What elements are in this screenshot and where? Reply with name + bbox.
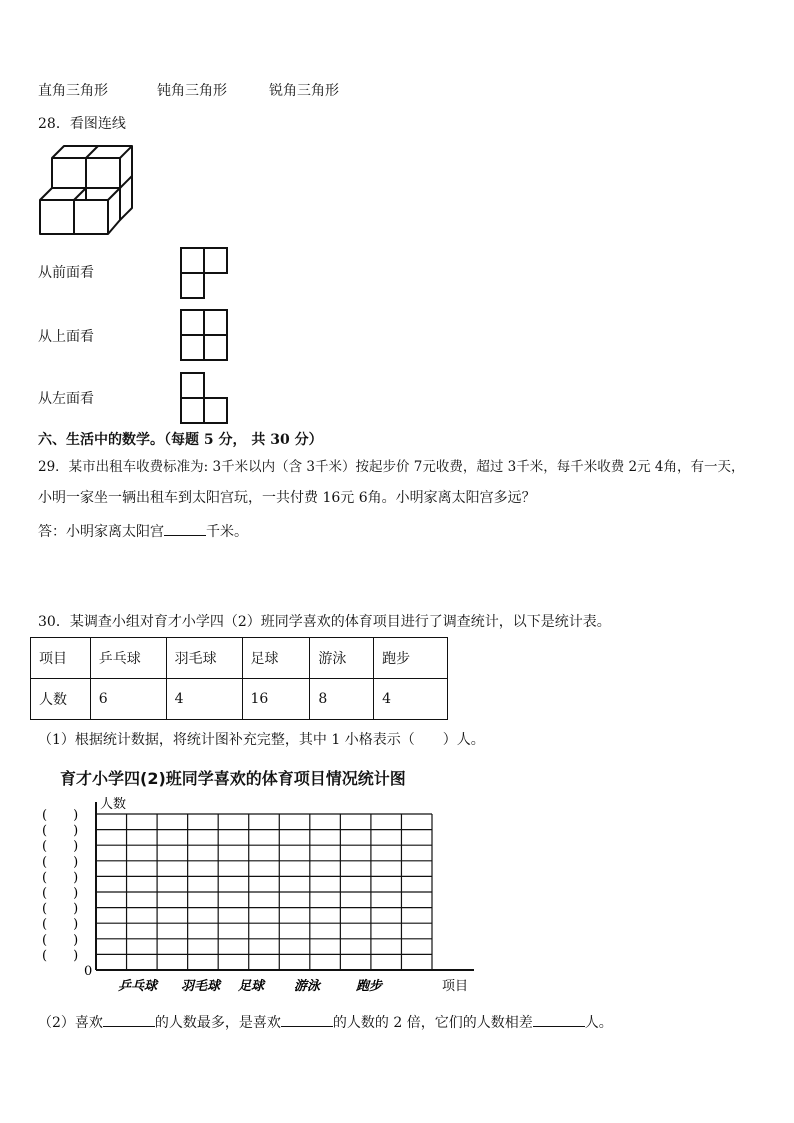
top-view-figure — [179, 308, 231, 364]
q29-line1: 29．某市出租车收费标准为: 3千米以内（含 3千米）按起步价 7元收费，超过 3千米，每千米收费 2元 4角，有一天， — [38, 459, 745, 475]
part2-text-1: （2）喜欢 — [38, 1015, 103, 1031]
table-cell: 人数 — [31, 679, 91, 720]
q29-answer — [38, 521, 248, 541]
part2-blank-diff[interactable] — [533, 1012, 585, 1027]
table-cell: 跑步 — [374, 638, 448, 679]
table-row — [31, 679, 448, 720]
q30-part2 — [38, 1012, 613, 1032]
y-tick-placeholder: ( ) — [42, 886, 79, 901]
section6-heading: 六、生活中的数学。（每题 5 分， 共 30 分） — [38, 432, 323, 448]
table-cell: 乒乓球 — [90, 638, 166, 679]
q30-part1: （1）根据统计数据，将统计图补充完整，其中 1 小格表示（ ）人。 — [38, 732, 485, 748]
y-tick-placeholder: ( ) — [42, 948, 79, 964]
part2-text-3: 的人数的 2 倍，它们的人数相差 — [332, 1015, 533, 1031]
front-view-figure — [179, 246, 231, 302]
y-tick-placeholder: ( ) — [42, 870, 79, 886]
triangle-option-acute: 锐角三角形 — [269, 83, 339, 99]
table-cell: 6 — [90, 679, 166, 720]
view-label-front: 从前面看 — [38, 265, 94, 281]
q29-answer-suffix: 千米。 — [206, 524, 248, 540]
x-tick-label: 跑步 — [356, 979, 383, 994]
bar-chart — [36, 790, 486, 1000]
q30-intro: 30．某调查小组对育才小学四（2）班同学喜欢的体育项目进行了调查统计，以下是统计表。 — [38, 614, 611, 630]
survey-table — [30, 637, 448, 720]
chart-title: 育才小学四(2)班同学喜欢的体育项目情况统计图 — [60, 769, 406, 788]
y-tick-placeholder: ( ) — [42, 901, 79, 917]
origin-label: 0 — [84, 964, 93, 979]
table-cell: 羽毛球 — [166, 638, 242, 679]
table-cell: 16 — [242, 679, 310, 720]
triangle-option-right: 直角三角形 — [38, 83, 108, 99]
left-view-figure — [179, 371, 231, 427]
y-tick-placeholder: ( ) — [42, 854, 79, 870]
y-tick-placeholder: ( ) — [42, 917, 79, 933]
q28-title: 28．看图连线 — [38, 116, 126, 132]
x-tick-label: 足球 — [238, 979, 265, 994]
view-label-left: 从左面看 — [38, 391, 94, 407]
q29-answer-blank[interactable] — [164, 521, 206, 536]
y-tick-placeholder: ( ) — [42, 932, 79, 948]
table-cell: 4 — [374, 679, 448, 720]
cube-figure — [38, 140, 134, 240]
y-tick-placeholder: ( ) — [42, 823, 79, 839]
x-tick-label: 羽毛球 — [181, 979, 221, 994]
x-tick-label: 游泳 — [294, 979, 321, 994]
q29-answer-prefix: 答：小明家离太阳宫 — [38, 524, 164, 540]
table-cell: 项目 — [31, 638, 91, 679]
table-cell: 8 — [310, 679, 374, 720]
triangle-option-obtuse: 钝角三角形 — [157, 83, 227, 99]
x-tick-label: 乒乓球 — [118, 979, 158, 994]
table-cell: 足球 — [242, 638, 310, 679]
part2-text-2: 的人数最多，是喜欢 — [154, 1015, 281, 1031]
y-axis-label: 人数 — [100, 797, 127, 812]
table-cell: 游泳 — [310, 638, 374, 679]
x-axis-label: 项目 — [442, 979, 469, 994]
view-label-top: 从上面看 — [38, 329, 94, 345]
part2-blank-half[interactable] — [281, 1012, 333, 1027]
y-tick-placeholder: ( ) — [42, 808, 79, 823]
part2-text-4: 人。 — [584, 1015, 613, 1031]
q29-line2: 小明一家坐一辆出租车到太阳宫玩，一共付费 16元 6角。小明家离太阳宫多远？ — [38, 490, 536, 506]
table-cell: 4 — [166, 679, 242, 720]
part2-blank-most[interactable] — [103, 1012, 155, 1027]
table-header-row — [31, 638, 448, 679]
y-tick-placeholder: ( ) — [42, 839, 79, 855]
